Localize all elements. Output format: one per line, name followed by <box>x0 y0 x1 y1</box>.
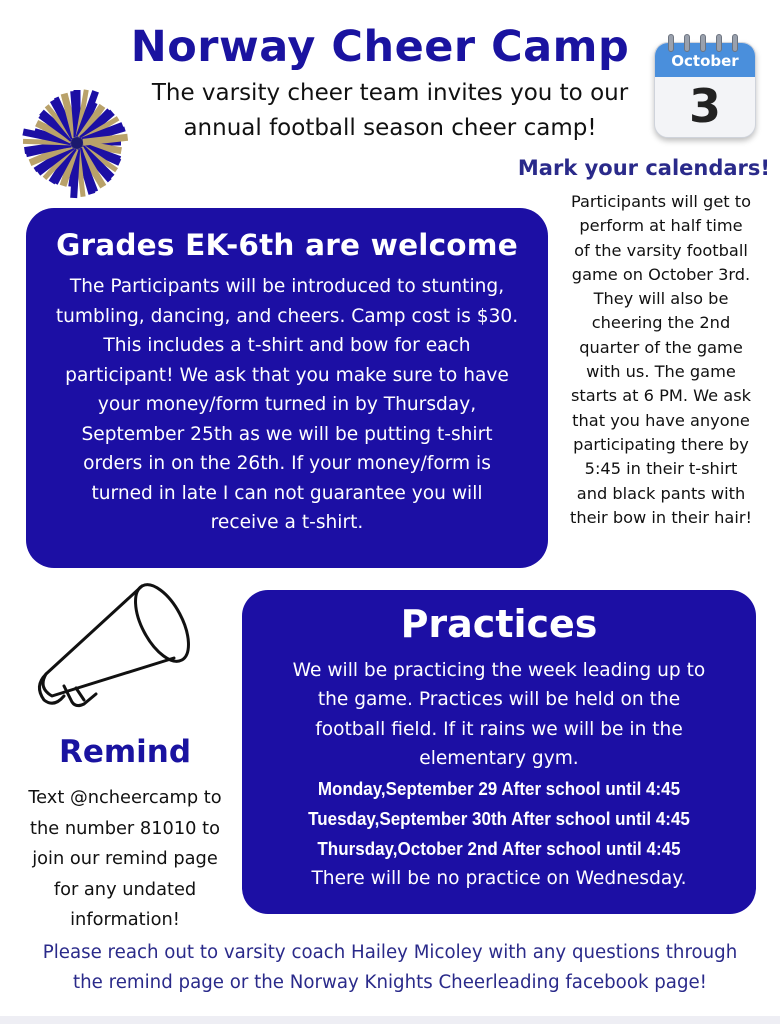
grades-line: tumbling, dancing, and cheers. Camp cost is $30. <box>55 305 519 327</box>
page-title: Norway Cheer Camp <box>130 22 630 72</box>
footer-line-2: the remind page or the Norway Knights Cheerleading facebook page! <box>73 972 707 993</box>
game-info-line: and black pants with <box>576 483 746 503</box>
calendar-ring <box>668 34 674 52</box>
calendar-month: October <box>655 43 755 77</box>
practices-heading: Practices <box>400 602 598 646</box>
subtitle-line-2: annual football season cheer camp! <box>183 115 597 141</box>
practices-description <box>262 656 736 774</box>
game-info-line: game on October 3rd. <box>571 264 751 284</box>
calendar-page <box>654 42 756 138</box>
game-info <box>548 190 774 530</box>
practices-box <box>242 590 756 914</box>
remind-line: the number 81010 to <box>30 817 220 839</box>
calendar-ring <box>732 34 738 52</box>
grades-description <box>36 272 538 538</box>
schedule-item: Thursday,October 2nd After school until 4:45 <box>317 837 681 859</box>
remind-line: information! <box>70 909 180 930</box>
game-info-line: with us. The game <box>586 362 736 382</box>
grades-line: The Participants will be introduced to stunting, <box>69 276 505 297</box>
mark-calendars-heading: Mark your calendars! <box>517 156 770 180</box>
game-info-line: cheering the 2nd <box>591 313 731 333</box>
grades-line: your money/form turned in by Thursday, <box>97 394 477 415</box>
grades-line: orders in on the 26th. If your money/form is <box>83 453 491 474</box>
game-info-line: participating there by <box>573 434 749 454</box>
calendar-ring <box>684 34 690 52</box>
grades-line: receive a t-shirt. <box>210 512 364 533</box>
game-info-line: perform at half time <box>579 216 743 236</box>
subtitle-line-1: The varsity cheer team invites you to our <box>151 80 629 106</box>
remind-text <box>12 783 238 936</box>
schedule-item: Monday,September 29 After school until 4:45 <box>317 777 681 799</box>
practices-line: We will be practicing the week leading up to <box>292 660 706 681</box>
calendar-day: 3 <box>688 79 721 133</box>
grades-line: This includes a t-shirt and bow for each <box>103 335 471 356</box>
megaphone-icon <box>24 578 194 713</box>
calendar-icon <box>654 34 756 138</box>
bottom-strip <box>0 1016 780 1024</box>
footer-line-1: Please reach out to varsity coach Hailey Micoley with any questions through <box>42 942 738 963</box>
game-info-line: They will also be <box>593 289 729 309</box>
grades-line: participant! We ask that you make sure to have <box>65 364 509 386</box>
grades-box <box>26 208 548 568</box>
schedule-item: Tuesday,September 30th After school until 4:45 <box>308 807 690 829</box>
game-info-line: of the varsity football <box>574 240 748 260</box>
practice-schedule <box>263 774 736 864</box>
no-practice-note: There will be no practice on Wednesday. <box>311 867 687 889</box>
game-info-line: starts at 6 PM. We ask <box>570 386 752 406</box>
calendar-ring <box>716 34 722 52</box>
grades-heading: Grades EK-6th are welcome <box>56 228 518 262</box>
remind-line: join our remind page <box>32 848 218 869</box>
page-subtitle <box>100 76 680 146</box>
calendar-ring <box>700 34 706 52</box>
remind-line: Text @ncheercamp to <box>28 787 222 808</box>
game-info-line: that you have anyone <box>572 410 750 430</box>
contact-footer <box>8 938 772 998</box>
practices-line: elementary gym. <box>419 748 579 770</box>
remind-heading: Remind <box>58 734 192 770</box>
pompom-icon <box>20 86 134 200</box>
game-info-line: 5:45 in their t-shirt <box>584 459 738 479</box>
remind-line: for any undated <box>53 878 197 900</box>
practices-line: football field. If it rains we will be in the <box>315 718 683 740</box>
game-info-line: Participants will get to <box>570 192 752 211</box>
practices-line: the game. Practices will be held on the <box>317 689 681 711</box>
game-info-line: quarter of the game <box>579 337 743 357</box>
grades-line: turned in late I can not guarantee you will <box>91 482 483 504</box>
grades-line: September 25th as we will be putting t-shirt <box>81 423 493 445</box>
game-info-line: their bow in their hair! <box>569 507 752 527</box>
